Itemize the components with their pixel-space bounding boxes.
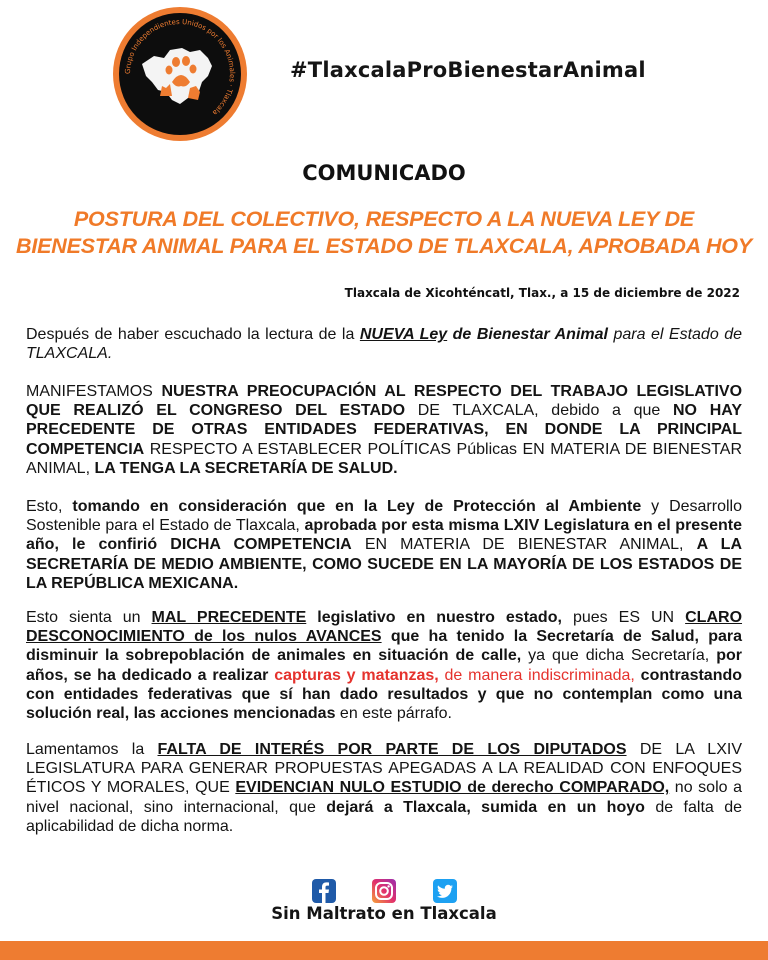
paragraph-text-run: ya que dicha Secretaría, (521, 647, 717, 665)
headline-line-2: BIENESTAR ANIMAL PARA EL ESTADO DE TLAXCALA, APROBADA HOY (16, 234, 752, 258)
paragraph-text-run: Esto, (26, 498, 73, 515)
paragraph-text-run: NO HAY PRECEDENTE DE OTRAS ENTIDADES FEDERATIVAS, EN DONDE LA PRINCIPAL COMPETENCIA (26, 402, 742, 458)
paragraph-text-run: MANIFESTAMOS (26, 383, 162, 400)
paragraph-text-run: de manera indiscriminada, (438, 666, 635, 684)
paragraph-manifest (26, 382, 742, 478)
paragraph-text-run: NUEVA Ley (359, 326, 448, 343)
document-title: COMUNICADO (302, 161, 466, 185)
paragraph-text-run: no solo a nivel nacional, sino internacional, que (26, 779, 743, 816)
paragraph-bad-precedent (26, 608, 742, 723)
paragraph-text-run: RESPECTO A ESTABLECER POLÍTICAS Públicas EN MATERIA DE BIENESTAR ANIMAL, (26, 440, 742, 477)
paragraph-text-run: en este párrafo. (335, 705, 452, 723)
paragraph-text-run: capturas y matanzas, (274, 666, 439, 684)
paragraph-lack-of-interest (26, 740, 742, 836)
headline (0, 206, 768, 260)
instagram-icon[interactable] (372, 879, 396, 903)
paragraph-text-run: por años, se ha dedicado a realizar (26, 647, 743, 684)
logo-ring-text: Grupo Independientes Unidos por los Animales · Tlaxcala (123, 17, 237, 117)
paragraph-text-run: DE LA LXIV LEGISLATURA PARA GENERAR PROPUESTAS APEGADAS A LA REALIDAD CON ENFOQUES ÉTICOS Y MORALES, QUE (26, 741, 742, 797)
twitter-icon[interactable] (433, 879, 457, 903)
paragraph-text-run: DE TLAXCALA, debido a que (405, 402, 673, 420)
paragraph-text-run: y Desarrollo Sostenible para el Estado de Tlaxcala, (26, 498, 742, 535)
paragraph-text-run: de Bienestar Animal (447, 326, 608, 343)
footer-organization-name: Sin Maltrato en Tlaxcala (271, 904, 497, 923)
paragraph-text-run: dejará a Tlaxcala, sumida en un hoyo (326, 798, 645, 816)
social-links (0, 879, 768, 905)
paragraph-text-run: que ha tenido la Secretaría de Salud, para disminuir la sobrepoblación de animales en situación de calle, (26, 628, 742, 665)
date-line: Tlaxcala de Xicohténcatl, Tlax., a 15 de diciembre de 2022 (344, 286, 740, 300)
paragraph-text-run: pues ES UN (561, 609, 686, 626)
paragraph-text-run: aprobada por esta misma LXIV Legislatura en el presente año, le confirió DICHA COMPETENCIA (26, 517, 742, 554)
paragraph-text-run: LA TENGA LA SECRETARÍA DE SALUD. (94, 459, 398, 477)
facebook-icon[interactable] (312, 879, 336, 903)
footer-bar (0, 941, 768, 960)
paragraph-text-run: contrastando con entidades federativas que sí han dado resultados y que no contemplan como una solución real, las acciones mencionadas (26, 666, 743, 723)
paragraph-text-run: MAL PRECEDENTE (151, 609, 307, 626)
paragraph-intro (26, 325, 742, 363)
headline-line-1: POSTURA DEL COLECTIVO, RESPECTO A LA NUEVA LEY DE (73, 207, 695, 231)
paragraph-text-run: NUESTRA PREOCUPACIÓN AL RESPECTO DEL TRABAJO LEGISLATIVO QUE REALIZÓ EL CONGRESO DEL ESTADO (26, 383, 743, 420)
campaign-hashtag: #TlaxcalaProBienestarAnimal (290, 58, 646, 82)
paragraph-text-run: Después de haber escuchado la lectura de la (26, 326, 360, 343)
paragraph-text-run: EVIDENCIAN NULO ESTUDIO de derecho COMPARADO, (235, 779, 670, 797)
paragraph-text-run: legislativo en nuestro estado, (306, 609, 562, 626)
paragraph-text-run: FALTA DE INTERÉS POR PARTE DE LOS DIPUTADOS (157, 741, 627, 758)
paragraph-text-run: para el Estado de TLAXCALA. (26, 326, 743, 363)
paragraph-text-run: tomando en consideración que en la Ley de Protección al Ambiente (72, 498, 642, 515)
paragraph-environment-law (26, 497, 742, 593)
paragraph-text-run: de falta de aplicabilidad de dicha norma. (26, 798, 743, 835)
paragraph-text-run: A LA SECRETARÍA DE MEDIO AMBIENTE, COMO SUCEDE EN LA MAYORÍA DE LOS ESTADOS DE LA REPÚBLICA MEXICANA. (26, 536, 743, 592)
paragraph-text-run: CLARO DESCONOCIMIENTO de los nulos AVANCES (26, 609, 743, 646)
paragraph-text-run: Esto sienta un (26, 609, 152, 626)
collective-logo (112, 6, 248, 142)
paragraph-text-run: Lamentamos la (26, 741, 158, 758)
paragraph-text-run: EN MATERIA DE BIENESTAR ANIMAL, (351, 536, 697, 554)
